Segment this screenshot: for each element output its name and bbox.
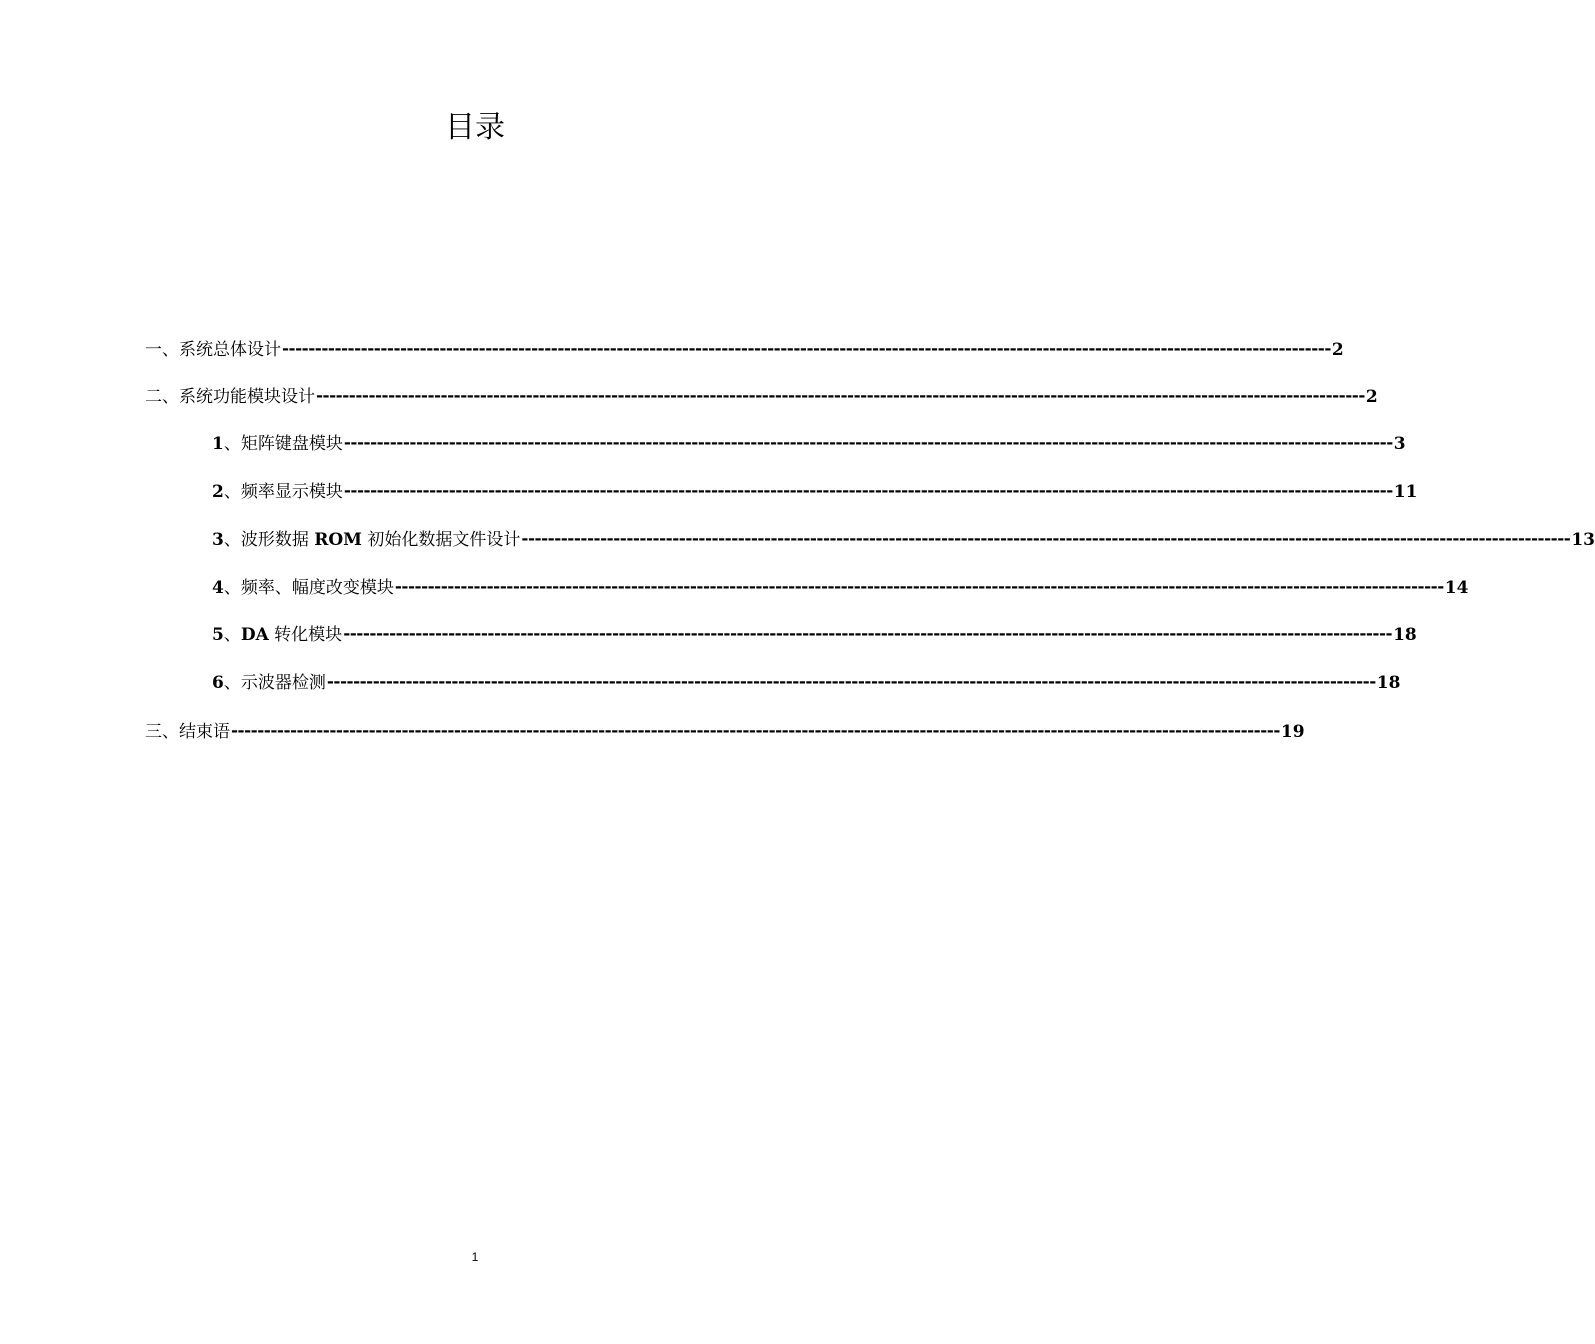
page-title: 目录 [445, 110, 505, 145]
toc-entry-label-text: 、波形数据 [223, 530, 315, 550]
toc-entry-2-3[interactable] [212, 528, 1595, 552]
toc-entry-2-5[interactable] [212, 623, 1417, 647]
toc-entry-2-2[interactable] [212, 480, 1418, 504]
toc-leader: ---------------------------------------------------------------------------------------------------------------------------------------------------------------- [326, 672, 1376, 692]
toc-leader: ---------------------------------------------------------------------------------------------------------------------------------------------------------------- [343, 433, 1393, 453]
toc-entry-label-after: 转化模块 [268, 625, 343, 645]
toc-entry-label: 一、系统总体设计 [145, 340, 281, 360]
toc-entry-number: 1 [212, 434, 224, 454]
toc-leader: ---------------------------------------------------------------------------------------------------------------------------------------------------------------- [343, 624, 1393, 644]
toc-entry-label: 、频率、幅度改变模块 [223, 578, 394, 598]
toc-page-number: 2 [1365, 387, 1378, 407]
toc-entry-label-bold: ROM [314, 530, 363, 550]
toc-leader: ---------------------------------------------------------------------------------------------------------------------------------------------------------------- [316, 386, 1365, 406]
toc-entry-number: 2 [212, 482, 224, 502]
toc-entry-label [224, 623, 342, 647]
toc-page-number: 13 [1571, 530, 1595, 550]
toc-entry-label-bold: DA [240, 625, 269, 645]
toc-leader: ---------------------------------------------------------------------------------------------------------------------------------------------------------------- [394, 577, 1444, 597]
toc-page-number: 14 [1444, 578, 1469, 598]
toc-page-number: 18 [1393, 625, 1417, 645]
toc-entry-label [224, 528, 521, 552]
toc-page-number: 2 [1331, 340, 1344, 360]
toc-entry-number: 4 [212, 578, 224, 598]
toc-entry-3[interactable] [145, 720, 1305, 744]
toc-entry-label: 、示波器检测 [223, 673, 326, 693]
toc-entry-label: 、矩阵键盘模块 [223, 434, 343, 454]
toc-entry-2[interactable] [145, 385, 1378, 409]
toc-page-number: 11 [1393, 482, 1418, 502]
toc-entry-label-after: 初始化数据文件设计 [362, 530, 521, 550]
toc-leader: ---------------------------------------------------------------------------------------------------------------------------------------------------------------- [282, 339, 1331, 359]
toc-page-number: 18 [1376, 673, 1401, 693]
toc-leader: ---------------------------------------------------------------------------------------------------------------------------------------------------------------- [343, 481, 1393, 501]
toc-entry-1[interactable] [145, 338, 1344, 362]
toc-entry-2-1[interactable] [212, 432, 1406, 456]
page-number: 1 [471, 1250, 479, 1264]
toc-entry-label: 三、结束语 [145, 722, 230, 742]
toc-entry-label: 、频率显示模块 [223, 482, 343, 502]
toc-entry-label-text: 、 [223, 625, 241, 645]
toc-entry-number: 5 [212, 625, 224, 645]
toc-page-number: 3 [1393, 434, 1406, 454]
toc-entry-number: 6 [212, 673, 224, 693]
toc-leader: ---------------------------------------------------------------------------------------------------------------------------------------------------------------- [521, 529, 1571, 549]
toc-entry-label: 二、系统功能模块设计 [145, 387, 315, 407]
toc-entry-2-6[interactable] [212, 671, 1401, 695]
toc-leader: ---------------------------------------------------------------------------------------------------------------------------------------------------------------- [231, 721, 1280, 741]
toc-entry-2-4[interactable] [212, 576, 1469, 600]
toc-entry-number: 3 [212, 530, 224, 550]
toc-page-number: 19 [1280, 722, 1305, 742]
